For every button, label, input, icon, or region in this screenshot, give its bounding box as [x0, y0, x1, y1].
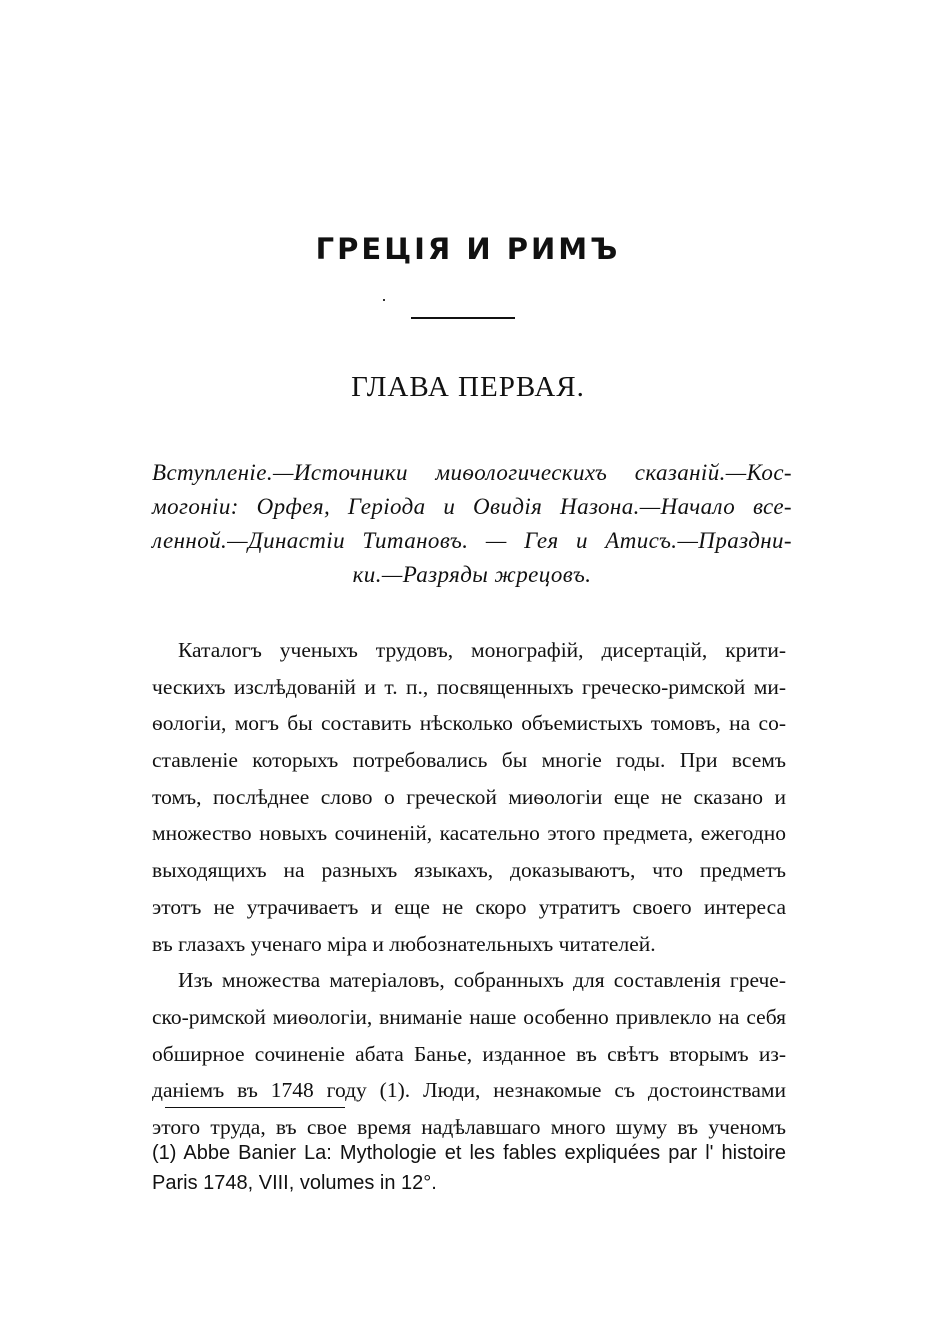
footnote-rule	[165, 1107, 345, 1108]
chapter-title: ГЛАВА ПЕРВАЯ.	[351, 371, 585, 403]
footnotes	[152, 1138, 786, 1198]
summary-line: ки.—Разряды жрецовъ.	[352, 562, 592, 587]
paragraph-2-line: даніемъ въ 1748 году (1). Люди, незнакомые съ достоинствами	[152, 1078, 786, 1103]
footnote-line: Paris 1748, VIII, volumes in 12°.	[152, 1172, 437, 1194]
paragraph-1-line: ческихъ изслѣдованій и т. п., посвященныхъ греческо-римской ми-	[152, 674, 786, 699]
body-text	[152, 632, 786, 1146]
paragraph-2-line: этого труда, въ свое время надѣлавшаго много шуму въ ученомъ	[152, 1114, 786, 1139]
paragraph-1-line: ѳологіи, могъ бы составить нѣсколько объемистыхъ томовъ, на со-	[152, 711, 786, 736]
paragraph-1-line: этотъ не утрачиваетъ и еще не скоро утратитъ своего интереса	[152, 894, 786, 919]
ink-speck	[383, 299, 385, 301]
chapter-summary	[152, 456, 792, 592]
paragraph-1-line: Каталогъ ученыхъ трудовъ, монографій, дисертацій, крити-	[178, 638, 786, 662]
summary-line: Вступленіе.—Источники миѳологическихъ сказаній.—Кос-	[152, 460, 792, 485]
footnote-line: (1) Abbe Banier La: Mythologie et les fables expliquées par l' histoire	[152, 1142, 786, 1164]
summary-line: могоніи: Орфея, Геріода и Овидія Назона.—Начало все-	[152, 494, 792, 519]
paragraph-2-line: Изъ множества матеріаловъ, собранныхъ для составленія грече-	[178, 968, 786, 993]
paragraph-2-line: обширное сочиненіе абата Банье, изданное въ свѣтъ вторымъ из-	[152, 1041, 786, 1066]
summary-line: ленной.—Династіи Титановъ. — Гея и Атисъ.—Праздни-	[152, 528, 792, 553]
paragraph-1-line: выходящихъ на разныхъ языкахъ, доказываютъ, что предметъ	[152, 858, 786, 883]
paragraph-1-line: томъ, послѣднее слово о греческой миѳологіи еще не сказано и	[152, 784, 786, 809]
paragraph-2-line: ско-римской миѳологіи, вниманіе наше особенно привлекло на себя	[152, 1004, 786, 1029]
section-heading: ГРЕЦІЯ И РИМЪ	[315, 232, 621, 266]
heading-rule	[411, 317, 515, 319]
paragraph-1-line: въ глазахъ ученаго міра и любознательныхъ читателей.	[152, 931, 656, 956]
paragraph-1-line: ставленіе которыхъ потребовались бы многіе годы. При всемъ	[152, 748, 786, 773]
paragraph-1-line: множество новыхъ сочиненій, касательно этого предмета, ежегодно	[152, 821, 786, 846]
